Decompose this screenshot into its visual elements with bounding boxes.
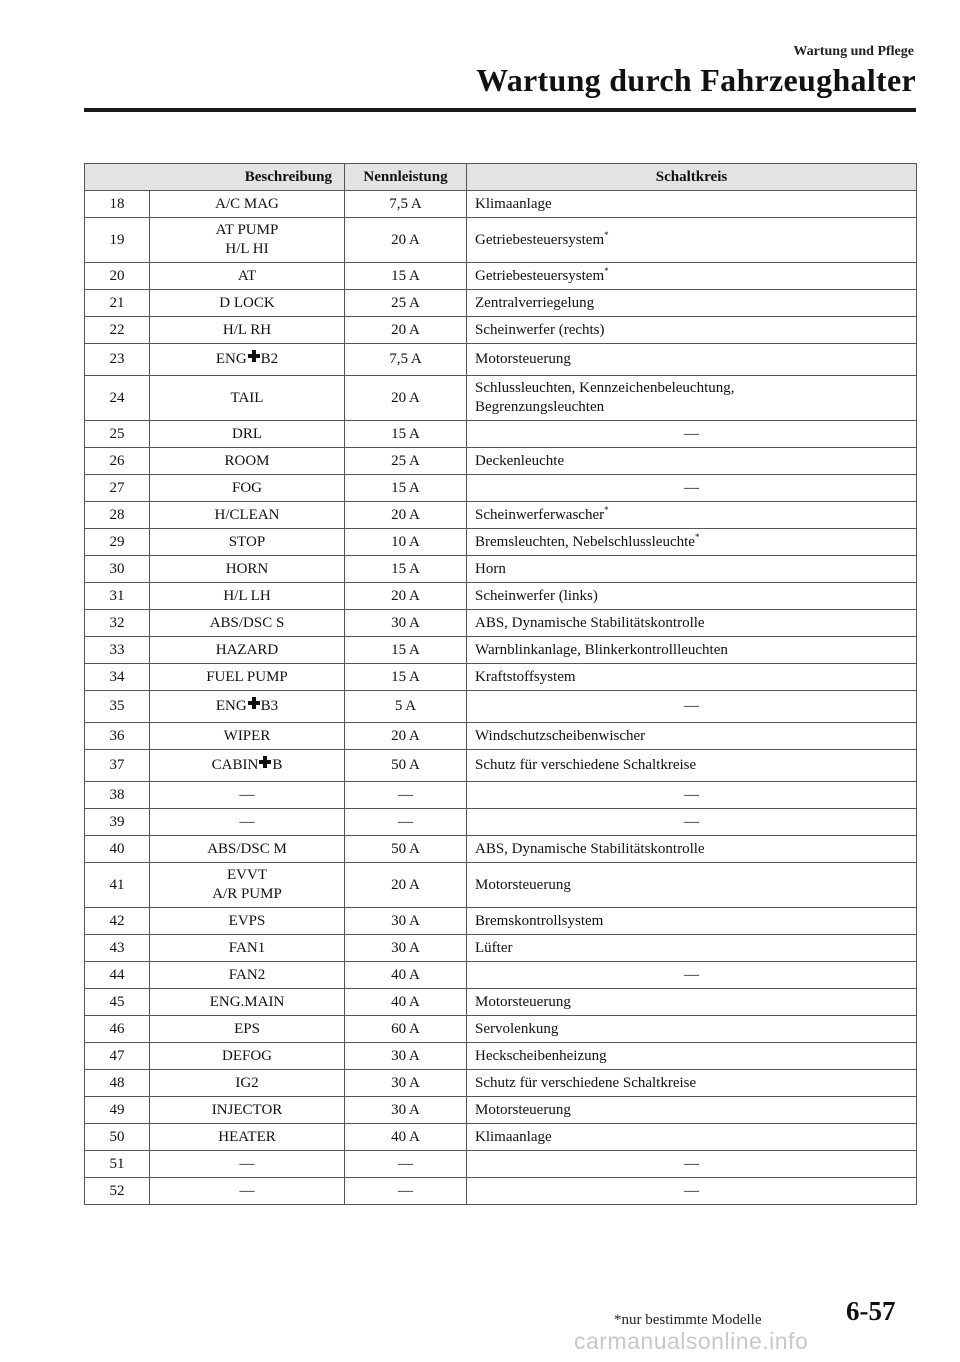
fuse-description: H/L LH (150, 583, 345, 610)
fuse-rating: 30 A (345, 1097, 467, 1124)
table-row (85, 290, 917, 317)
table-header-row (85, 164, 917, 191)
protected-circuit-text: Motorsteuerung (475, 876, 571, 893)
table-row (85, 664, 917, 691)
fuse-description: AT (150, 263, 345, 290)
fuse-rating: — (345, 1178, 467, 1205)
footnote-marker: * (604, 504, 609, 515)
table-row (85, 908, 917, 935)
protected-circuit-text: Schutz für verschiedene Schaltkreise (475, 1074, 697, 1091)
footnote-marker: * (604, 265, 609, 276)
protected-circuit-text: Motorsteuerung (475, 1101, 571, 1118)
fuse-number: 19 (85, 218, 150, 263)
fuse-description (150, 750, 345, 782)
table-row (85, 218, 917, 263)
fuse-rating: 20 A (345, 583, 467, 610)
fuse-rating: 20 A (345, 502, 467, 529)
fuse-description: H/L RH (150, 317, 345, 344)
fuse-rating: 40 A (345, 989, 467, 1016)
fuse-number: 27 (85, 475, 150, 502)
fuse-rating: 15 A (345, 263, 467, 290)
fuse-rating: 30 A (345, 935, 467, 962)
fuse-description (150, 344, 345, 376)
protected-circuit-text: Horn (475, 560, 506, 577)
plus-icon (248, 697, 260, 709)
fuse-description: D LOCK (150, 290, 345, 317)
fuse-rating: 15 A (345, 637, 467, 664)
column-header-circuit: Schaltkreis (467, 164, 917, 191)
fuse-number: 51 (85, 1151, 150, 1178)
fuse-number: 39 (85, 809, 150, 836)
protected-circuit (467, 263, 917, 290)
protected-circuit (467, 637, 917, 664)
fuse-description: HAZARD (150, 637, 345, 664)
table-row (85, 989, 917, 1016)
fuse-rating: 20 A (345, 863, 467, 908)
fuse-number: 37 (85, 750, 150, 782)
fuse-rating: 15 A (345, 556, 467, 583)
fuse-number: 33 (85, 637, 150, 664)
protected-circuit (467, 836, 917, 863)
fuse-number: 31 (85, 583, 150, 610)
fuse-rating: 30 A (345, 908, 467, 935)
fuse-description: EPS (150, 1016, 345, 1043)
page-title: Wartung durch Fahrzeughalter (476, 62, 916, 98)
fuse-description: INJECTOR (150, 1097, 345, 1124)
protected-circuit-text: Schutz für verschiedene Schaltkreise (475, 757, 697, 773)
footnote-marker: * (694, 531, 700, 542)
protected-circuit (467, 723, 917, 750)
fuse-number: 23 (85, 344, 150, 376)
fuse-number: 43 (85, 935, 150, 962)
plus-icon (259, 756, 271, 768)
fuse-rating: — (345, 809, 467, 836)
protected-circuit (467, 344, 917, 376)
fuse-rating: 30 A (345, 610, 467, 637)
fuse-description: HEATER (150, 1124, 345, 1151)
footnote-marker: * (604, 229, 609, 240)
fuse-description: WIPER (150, 723, 345, 750)
fuse-description: STOP (150, 529, 345, 556)
protected-circuit (467, 782, 917, 809)
fuse-number: 18 (85, 191, 150, 218)
fuse-description-line-1: AT PUMP (215, 222, 279, 238)
fuse-description-suffix: B (272, 757, 283, 773)
protected-circuit (467, 610, 917, 637)
fuse-rating: 25 A (345, 290, 467, 317)
table-row (85, 809, 917, 836)
table-row (85, 376, 917, 421)
fuse-rating: 20 A (345, 723, 467, 750)
fuse-description-prefix: ENG (215, 698, 247, 714)
fuse-number: 25 (85, 421, 150, 448)
protected-circuit-text: Scheinwerfer (rechts) (475, 321, 605, 338)
table-row (85, 529, 917, 556)
table-row (85, 1124, 917, 1151)
protected-circuit-line-2: Begrenzungsleuchten (475, 399, 605, 415)
table-row (85, 263, 917, 290)
protected-circuit-text: Kraftstoffsystem (475, 668, 576, 685)
fuse-number: 45 (85, 989, 150, 1016)
fuse-number: 46 (85, 1016, 150, 1043)
fuse-description: EVPS (150, 908, 345, 935)
table-row (85, 191, 917, 218)
fuse-number: 40 (85, 836, 150, 863)
fuse-number: 41 (85, 863, 150, 908)
protected-circuit (467, 691, 917, 723)
protected-circuit (467, 502, 917, 529)
header-divider (84, 108, 916, 112)
fuse-number: 21 (85, 290, 150, 317)
table-row (85, 691, 917, 723)
fuse-rating: 15 A (345, 664, 467, 691)
fuse-description (150, 218, 345, 263)
fuse-rating: 20 A (345, 218, 467, 263)
fuse-table (84, 163, 917, 1205)
table-row (85, 1016, 917, 1043)
table-row (85, 637, 917, 664)
fuse-rating: — (345, 1151, 467, 1178)
protected-circuit-text: Warnblinkanlage, Blinkerkontrollleuchten (475, 641, 728, 658)
protected-circuit (467, 448, 917, 475)
fuse-description: FUEL PUMP (150, 664, 345, 691)
table-row (85, 1043, 917, 1070)
table-row (85, 836, 917, 863)
fuse-description: ABS/DSC M (150, 836, 345, 863)
table-row (85, 1070, 917, 1097)
fuse-description-line-2: A/R PUMP (212, 886, 282, 902)
protected-circuit-text: Bremsleuchten, Nebelschlussleuchte (475, 533, 695, 550)
protected-circuit (467, 908, 917, 935)
fuse-description (150, 691, 345, 723)
protected-circuit (467, 317, 917, 344)
fuse-number: 32 (85, 610, 150, 637)
protected-circuit-text: Scheinwerfer (links) (475, 587, 598, 604)
fuse-description: HORN (150, 556, 345, 583)
table-row (85, 863, 917, 908)
fuse-number: 26 (85, 448, 150, 475)
protected-circuit (467, 421, 917, 448)
protected-circuit-text: — (684, 1155, 699, 1172)
fuse-number: 35 (85, 691, 150, 723)
protected-circuit-text: Getriebesteuersystem (475, 267, 605, 284)
column-header-description: Beschreibung (85, 164, 345, 191)
fuse-description: ENG.MAIN (150, 989, 345, 1016)
fuse-number: 38 (85, 782, 150, 809)
table-row (85, 610, 917, 637)
plus-icon (248, 350, 260, 362)
fuse-number: 52 (85, 1178, 150, 1205)
protected-circuit (467, 1178, 917, 1205)
protected-circuit-text: Lüfter (475, 939, 513, 956)
protected-circuit-text: Scheinwerferwascher (475, 506, 605, 523)
protected-circuit (467, 1070, 917, 1097)
fuse-description: A/C MAG (150, 191, 345, 218)
fuse-rating: 5 A (345, 691, 467, 723)
fuse-description: — (150, 809, 345, 836)
fuse-number: 47 (85, 1043, 150, 1070)
protected-circuit-text: — (684, 1182, 699, 1199)
fuse-number: 29 (85, 529, 150, 556)
protected-circuit (467, 1016, 917, 1043)
protected-circuit (467, 1151, 917, 1178)
fuse-description: — (150, 1178, 345, 1205)
protected-circuit-line-1: Schlussleuchten, Kennzeichenbeleuchtung, (475, 380, 735, 396)
protected-circuit (467, 935, 917, 962)
fuse-rating: 15 A (345, 421, 467, 448)
footnote: *nur bestimmte Modelle (614, 1312, 762, 1328)
page-number: 6-57 (846, 1296, 896, 1326)
fuse-description: ABS/DSC S (150, 610, 345, 637)
fuse-description: IG2 (150, 1070, 345, 1097)
table-row (85, 723, 917, 750)
fuse-number: 42 (85, 908, 150, 935)
protected-circuit (467, 191, 917, 218)
fuse-description-line-2: H/L HI (225, 241, 269, 257)
table-row (85, 448, 917, 475)
table-row (85, 344, 917, 376)
protected-circuit (467, 863, 917, 908)
protected-circuit (467, 218, 917, 263)
fuse-rating: 50 A (345, 750, 467, 782)
fuse-description: FAN1 (150, 935, 345, 962)
fuse-number: 50 (85, 1124, 150, 1151)
fuse-description-suffix: B3 (260, 698, 279, 714)
watermark: carmanualsonline.info (574, 1328, 809, 1354)
protected-circuit-text: — (684, 698, 699, 714)
protected-circuit-text: — (684, 425, 699, 442)
fuse-description: FAN2 (150, 962, 345, 989)
protected-circuit-text: Heckscheibenheizung (475, 1047, 607, 1064)
protected-circuit (467, 989, 917, 1016)
protected-circuit (467, 1043, 917, 1070)
protected-circuit (467, 1097, 917, 1124)
section-label: Wartung und Pflege (793, 44, 914, 59)
fuse-table-body (85, 191, 917, 1205)
protected-circuit (467, 583, 917, 610)
fuse-rating: 60 A (345, 1016, 467, 1043)
protected-circuit (467, 529, 917, 556)
protected-circuit (467, 1124, 917, 1151)
fuse-number: 34 (85, 664, 150, 691)
table-row (85, 1097, 917, 1124)
table-row (85, 583, 917, 610)
table-row (85, 317, 917, 344)
fuse-rating: 7,5 A (345, 191, 467, 218)
fuse-rating: 7,5 A (345, 344, 467, 376)
fuse-description: — (150, 1151, 345, 1178)
fuse-number: 20 (85, 263, 150, 290)
fuse-rating: 10 A (345, 529, 467, 556)
table-row (85, 421, 917, 448)
fuse-description-line-1: EVVT (227, 867, 267, 883)
fuse-description: — (150, 782, 345, 809)
fuse-number: 44 (85, 962, 150, 989)
protected-circuit-text: Motorsteuerung (475, 993, 571, 1010)
fuse-number: 22 (85, 317, 150, 344)
table-row (85, 556, 917, 583)
table-row (85, 502, 917, 529)
protected-circuit-text: Windschutzscheibenwischer (475, 727, 646, 744)
fuse-description: DEFOG (150, 1043, 345, 1070)
protected-circuit (467, 376, 917, 421)
fuse-description: TAIL (150, 376, 345, 421)
protected-circuit-text: Klimaanlage (475, 195, 552, 212)
fuse-description-suffix: B2 (260, 351, 279, 367)
protected-circuit-text: — (684, 786, 699, 803)
table-row (85, 475, 917, 502)
fuse-rating: 40 A (345, 962, 467, 989)
fuse-description-prefix: ENG (215, 351, 247, 367)
fuse-number: 30 (85, 556, 150, 583)
fuse-description (150, 863, 345, 908)
fuse-rating: 20 A (345, 376, 467, 421)
protected-circuit-text: Klimaanlage (475, 1128, 552, 1145)
fuse-number: 48 (85, 1070, 150, 1097)
table-row (85, 962, 917, 989)
protected-circuit-text: ABS, Dynamische Stabilitätskontrolle (475, 840, 705, 857)
protected-circuit-text: ABS, Dynamische Stabilitätskontrolle (475, 614, 705, 631)
fuse-description: ROOM (150, 448, 345, 475)
protected-circuit-text: — (684, 966, 699, 983)
fuse-rating: 25 A (345, 448, 467, 475)
protected-circuit-text: Zentralverriegelung (475, 294, 595, 311)
fuse-rating: 15 A (345, 475, 467, 502)
column-header-rating: Nennleistung (345, 164, 467, 191)
table-row (85, 750, 917, 782)
fuse-number: 28 (85, 502, 150, 529)
protected-circuit (467, 962, 917, 989)
protected-circuit (467, 664, 917, 691)
protected-circuit-text: — (684, 479, 699, 496)
fuse-rating: 20 A (345, 317, 467, 344)
protected-circuit-text: Servolenkung (475, 1020, 559, 1037)
table-row (85, 1178, 917, 1205)
fuse-rating: 30 A (345, 1070, 467, 1097)
fuse-rating: — (345, 782, 467, 809)
protected-circuit-text: Deckenleuchte (475, 452, 565, 469)
table-row (85, 1151, 917, 1178)
fuse-description-prefix: CABIN (211, 757, 259, 773)
fuse-description: H/CLEAN (150, 502, 345, 529)
protected-circuit-text: Bremskontrollsystem (475, 912, 604, 929)
fuse-number: 36 (85, 723, 150, 750)
table-row (85, 935, 917, 962)
protected-circuit (467, 475, 917, 502)
protected-circuit (467, 750, 917, 782)
table-row (85, 782, 917, 809)
fuse-description: FOG (150, 475, 345, 502)
protected-circuit (467, 290, 917, 317)
protected-circuit-text: Motorsteuerung (475, 351, 571, 367)
protected-circuit-text: — (684, 813, 699, 830)
protected-circuit (467, 556, 917, 583)
protected-circuit (467, 809, 917, 836)
fuse-description: DRL (150, 421, 345, 448)
fuse-number: 49 (85, 1097, 150, 1124)
fuse-number: 24 (85, 376, 150, 421)
fuse-rating: 50 A (345, 836, 467, 863)
fuse-rating: 30 A (345, 1043, 467, 1070)
protected-circuit-text: Getriebesteuersystem (475, 231, 605, 248)
fuse-rating: 40 A (345, 1124, 467, 1151)
